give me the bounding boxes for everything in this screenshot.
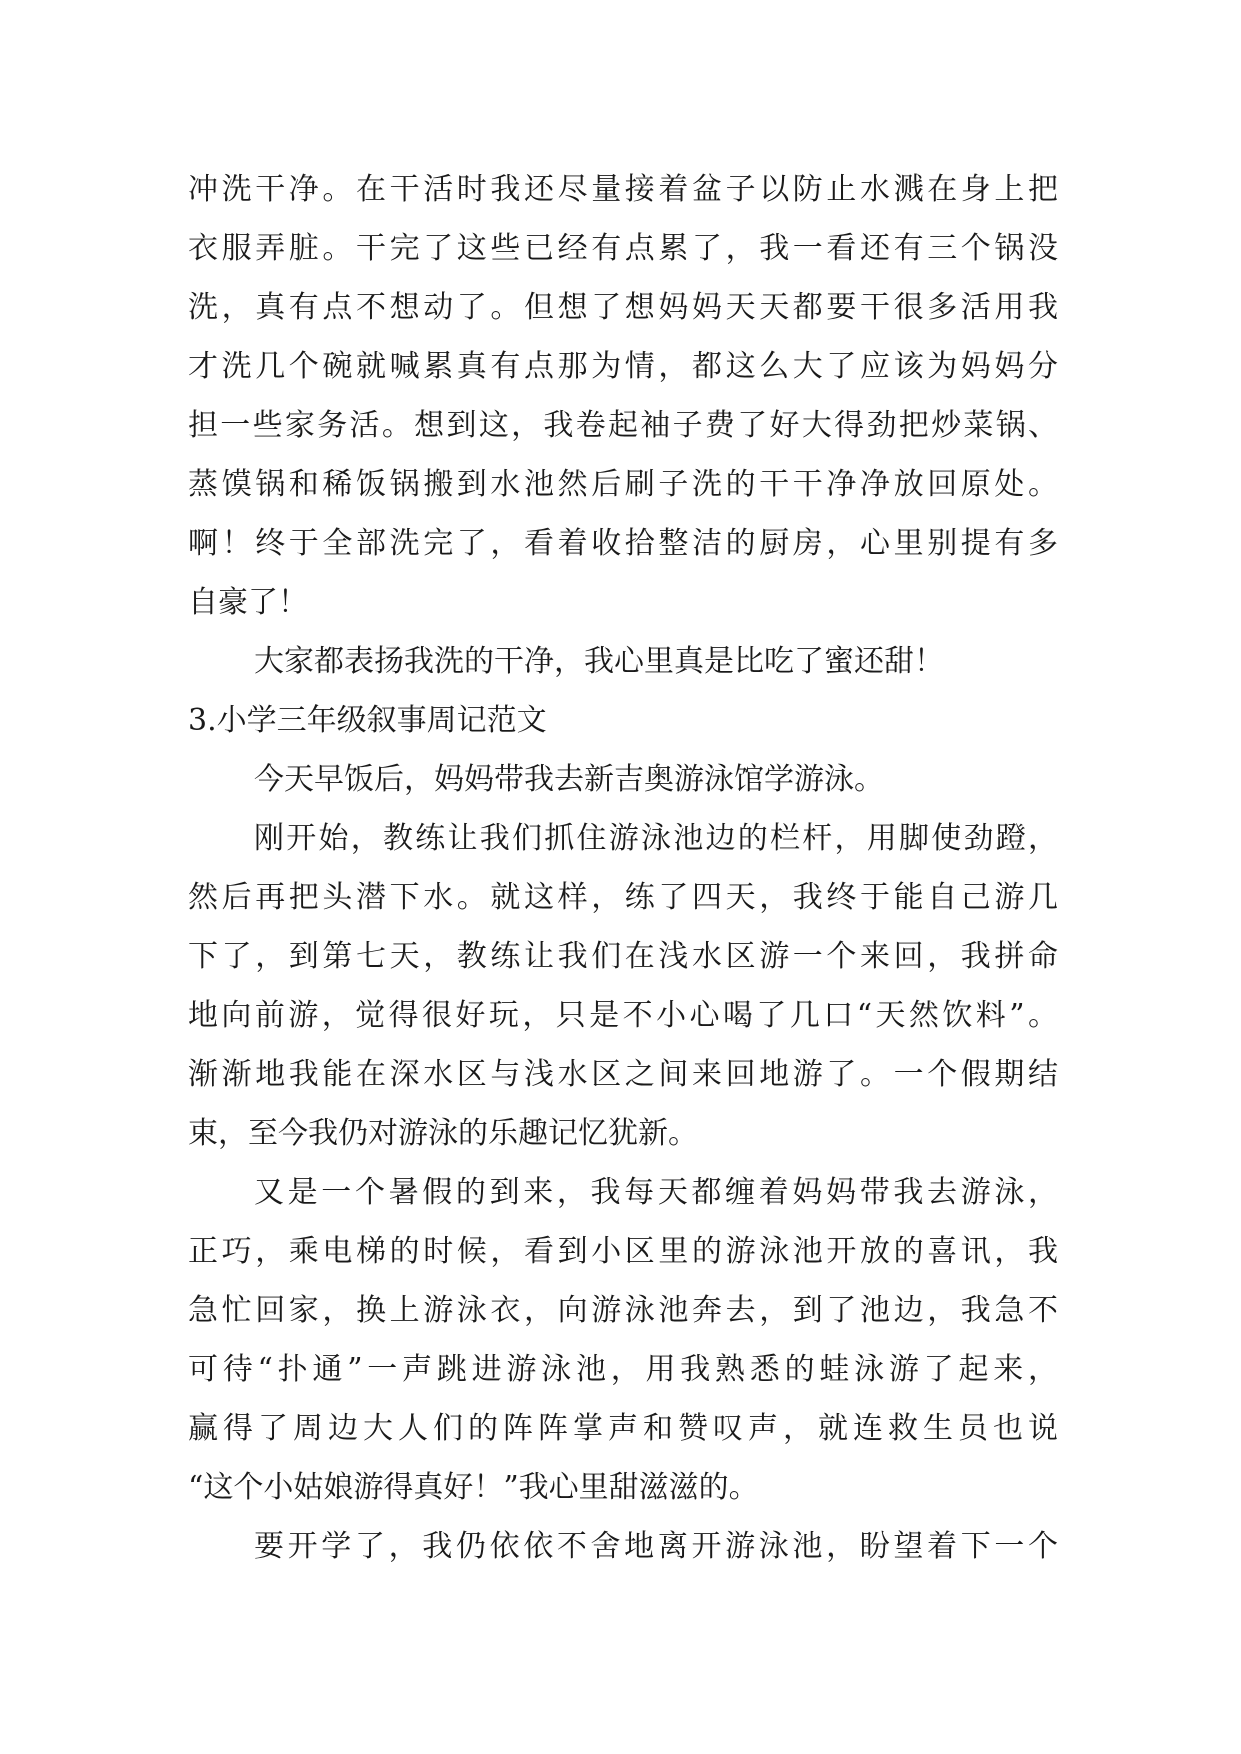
text-line: 赢得了周边大人们的阵阵掌声和赞叹声，就连救生员也说 [188,1411,1058,1446]
text-line: 渐渐地我能在深水区与浅水区之间来回地游了。一个假期结 [188,1057,1058,1092]
text-line: 洗，真有点不想动了。但想了想妈妈天天都要干很多活用我 [188,290,1058,325]
text-line: 冲洗干净。在干活时我还尽量接着盆子以防止水溅在身上把 [188,172,1058,207]
text-line: 蒸馍锅和稀饭锅搬到水池然后刷子洗的干干净净放回原处。 [188,467,1058,502]
text-line: 束，至今我仍对游泳的乐趣记忆犹新。 [188,1116,698,1151]
text-line: 自豪了！ [188,585,308,620]
text-line: 担一些家务活。想到这，我卷起袖子费了好大得劲把炒菜锅、 [188,408,1058,443]
text-line: 刚开始，教练让我们抓住游泳池边的栏杆，用脚使劲蹬， [254,821,1058,856]
text-line: 正巧，乘电梯的时候，看到小区里的游泳池开放的喜讯，我 [188,1234,1058,1269]
text-line: 又是一个暑假的到来，我每天都缠着妈妈带我去游泳， [254,1175,1058,1210]
text-line: 大家都表扬我洗的干净，我心里真是比吃了蜜还甜！ [254,644,944,679]
text-line: 然后再把头潜下水。就这样，练了四天，我终于能自己游几 [188,880,1058,915]
text-line: 啊！终于全部洗完了，看着收拾整洁的厨房，心里别提有多 [188,526,1058,561]
document-body [188,160,1058,1576]
text-line: 今天早饭后，妈妈带我去新吉奥游泳馆学游泳。 [254,762,884,797]
text-line: “这个小姑娘游得真好！”我心里甜滋滋的。 [188,1470,759,1505]
text-line: 才洗几个碗就喊累真有点那为情，都这么大了应该为妈妈分 [188,349,1058,384]
text-line: 急忙回家，换上游泳衣，向游泳池奔去，到了池边，我急不 [188,1293,1058,1328]
section-heading: 3.小学三年级叙事周记范文 [188,703,547,738]
text-line: 要开学了，我仍依依不舍地离开游泳池，盼望着下一个 [254,1529,1058,1564]
text-line: 可待“扑通”一声跳进游泳池，用我熟悉的蛙泳游了起来， [188,1352,1058,1387]
text-line: 衣服弄脏。干完了这些已经有点累了，我一看还有三个锅没 [188,231,1058,266]
text-line: 下了，到第七天，教练让我们在浅水区游一个来回，我拼命 [188,939,1058,974]
text-line: 地向前游，觉得很好玩，只是不小心喝了几口“天然饮料”。 [188,998,1058,1033]
